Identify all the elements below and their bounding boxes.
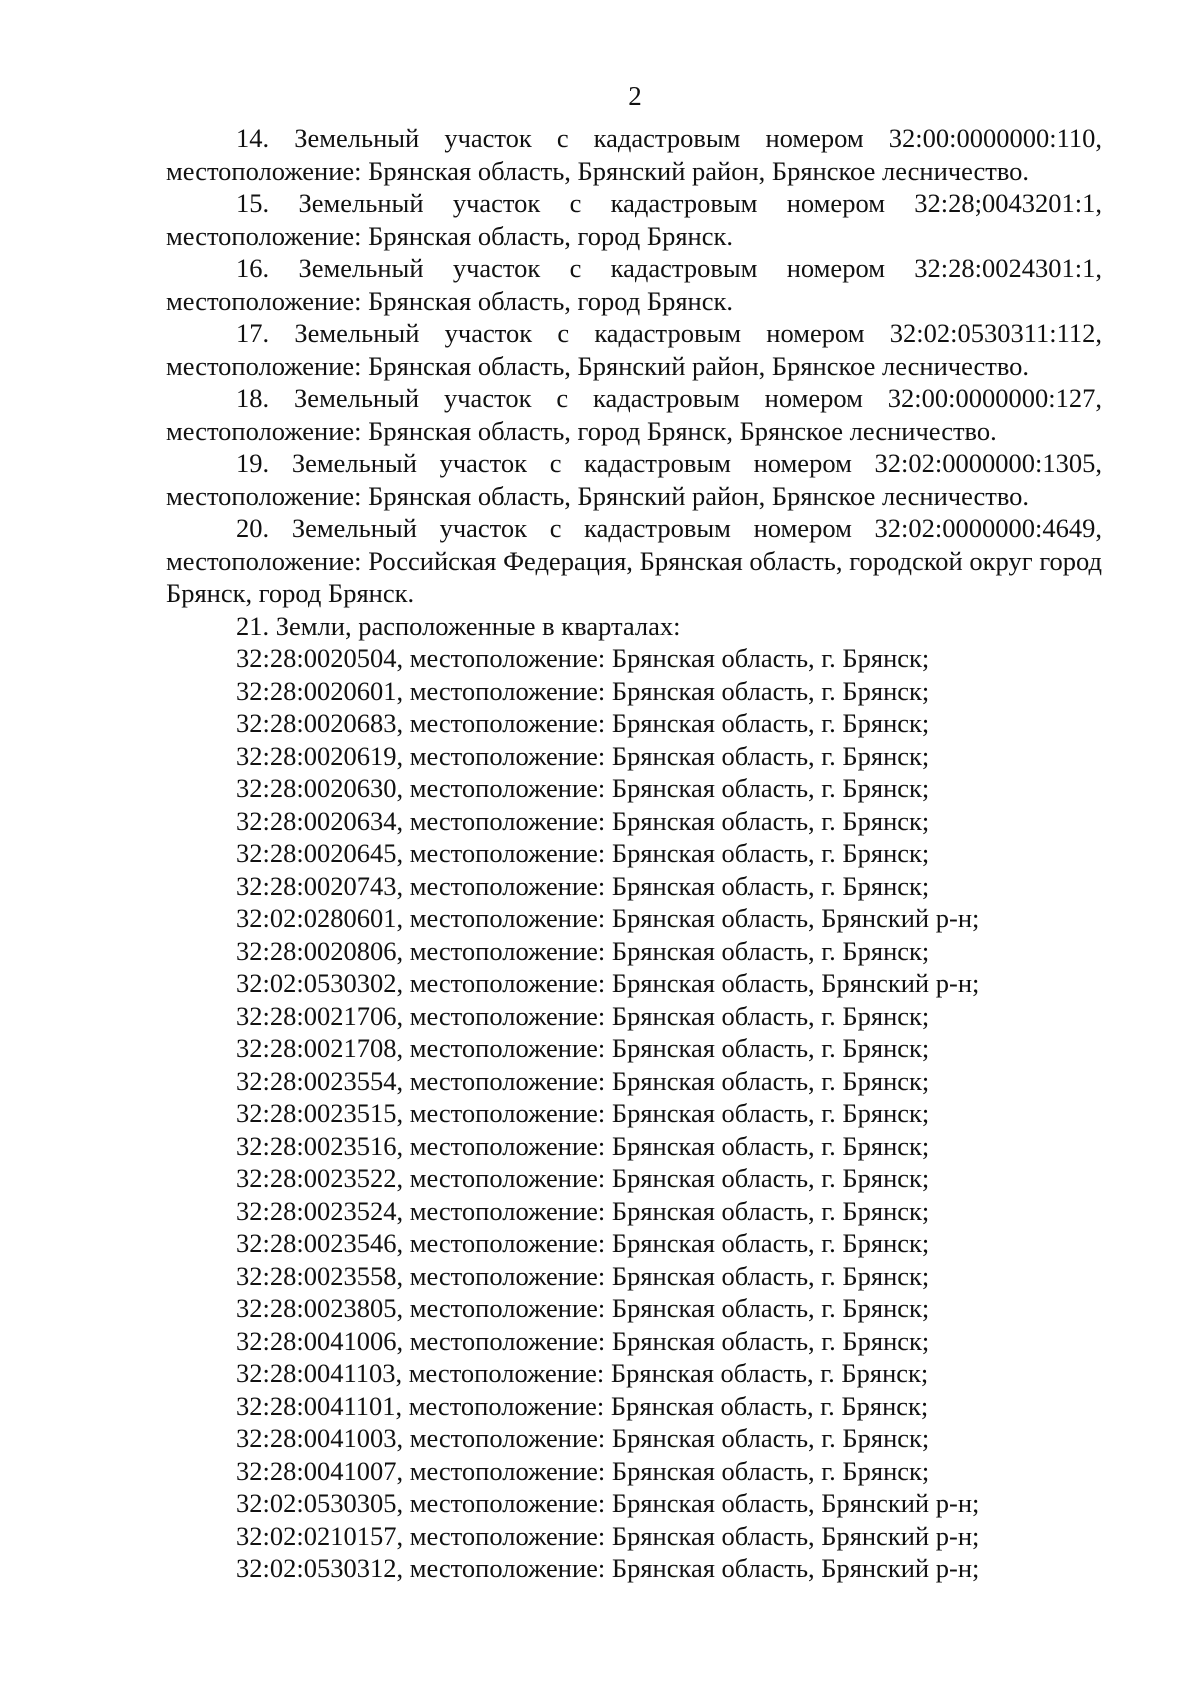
quarter-list-item: 32:28:0041003, местоположение: Брянская область, г. Брянск; — [236, 1423, 930, 1453]
document-body — [166, 122, 1102, 1585]
item-16 — [166, 252, 1102, 317]
quarter-list — [166, 642, 1102, 1585]
item-20-location: местоположение: Российская Федерация, Брянская область, городской округ город Брянск, город Брянск. — [166, 545, 1102, 608]
item-19 — [166, 447, 1102, 512]
item-14-location: местоположение: Брянская область, Брянский район, Брянское лесничество. — [166, 155, 1030, 186]
item-17 — [166, 317, 1102, 382]
quarter-list-item: 32:28:0041007, местоположение: Брянская область, г. Брянск; — [236, 1455, 930, 1486]
item-15-first-line: 15. Земельный участок с кадастровым номером 32:28;0043201:1, — [236, 188, 1102, 218]
page-number: 2 — [628, 81, 642, 111]
item-15-location: местоположение: Брянская область, город Брянск. — [166, 220, 733, 251]
quarter-list-item: 32:28:0023522, местоположение: Брянская область, г. Брянск; — [236, 1163, 930, 1193]
quarter-list-item: 32:28:0023515, местоположение: Брянская область, г. Брянск; — [236, 1098, 930, 1128]
item-18-first-line: 18. Земельный участок с кадастровым номером 32:00:0000000:127, — [236, 383, 1102, 413]
quarter-list-item: 32:28:0020645, местоположение: Брянская область, г. Брянск; — [236, 838, 930, 868]
quarter-list-item: 32:28:0020630, местоположение: Брянская область, г. Брянск; — [236, 773, 930, 803]
item-20 — [166, 512, 1102, 610]
quarter-list-item: 32:28:0041101, местоположение: Брянская область, г. Брянск; — [236, 1390, 929, 1421]
quarter-list-item: 32:28:0020683, местоположение: Брянская область, г. Брянск; — [236, 708, 930, 738]
item-21-heading: 21. Земли, расположенные в кварталах: — [236, 610, 681, 641]
item-19-location: местоположение: Брянская область, Брянский район, Брянское лесничество. — [166, 480, 1030, 511]
quarter-list-item: 32:28:0020504, местоположение: Брянская область, г. Брянск; — [236, 643, 930, 673]
quarter-list-item: 32:28:0023524, местоположение: Брянская область, г. Брянск; — [236, 1195, 930, 1226]
item-19-first-line: 19. Земельный участок с кадастровым номером 32:02:0000000:1305, — [236, 448, 1102, 478]
quarter-list-item: 32:02:0530302, местоположение: Брянская область, Брянский р-н; — [236, 968, 980, 998]
quarter-list-item: 32:28:0021706, местоположение: Брянская область, г. Брянск; — [236, 1000, 930, 1031]
quarter-list-item: 32:28:0020601, местоположение: Брянская область, г. Брянск; — [236, 675, 930, 706]
quarter-list-item: 32:28:0041006, местоположение: Брянская область, г. Брянск; — [236, 1325, 930, 1356]
item-14 — [166, 122, 1102, 187]
quarter-list-item: 32:28:0020619, местоположение: Брянская область, г. Брянск; — [236, 740, 930, 771]
quarter-list-item: 32:02:0280601, местоположение: Брянская область, Брянский р-н; — [236, 903, 980, 933]
quarter-list-item: 32:28:0023558, местоположение: Брянская область, г. Брянск; — [236, 1260, 930, 1291]
item-15 — [166, 187, 1102, 252]
item-16-location: местоположение: Брянская область, город Брянск. — [166, 285, 733, 316]
item-14-first-line: 14. Земельный участок с кадастровым номером 32:00:0000000:110, — [236, 123, 1102, 153]
quarter-list-item: 32:28:0023805, местоположение: Брянская область, г. Брянск; — [236, 1293, 930, 1323]
quarter-list-item: 32:28:0020634, местоположение: Брянская область, г. Брянск; — [236, 805, 930, 836]
item-18-location: местоположение: Брянская область, город Брянск, Брянское лесничество. — [166, 415, 997, 446]
quarter-list-item: 32:28:0023546, местоположение: Брянская область, г. Брянск; — [236, 1228, 930, 1258]
quarter-list-item: 32:28:0020743, местоположение: Брянская область, г. Брянск; — [236, 870, 930, 901]
quarter-list-item: 32:28:0023516, местоположение: Брянская область, г. Брянск; — [236, 1130, 930, 1161]
item-16-first-line: 16. Земельный участок с кадастровым номером 32:28:0024301:1, — [236, 253, 1102, 283]
item-17-first-line: 17. Земельный участок с кадастровым номером 32:02:0530311:112, — [236, 318, 1102, 348]
quarter-list-item: 32:02:0210157, местоположение: Брянская область, Брянский р-н; — [236, 1520, 980, 1551]
quarter-list-item: 32:28:0020806, местоположение: Брянская область, г. Брянск; — [236, 935, 930, 966]
quarter-list-item: 32:28:0021708, местоположение: Брянская область, г. Брянск; — [236, 1033, 930, 1063]
quarter-list-item: 32:28:0041103, местоположение: Брянская область, г. Брянск; — [236, 1358, 929, 1388]
quarter-list-item: 32:02:0530312, местоположение: Брянская область, Брянский р-н; — [236, 1553, 980, 1583]
item-20-first-line: 20. Земельный участок с кадастровым номером 32:02:0000000:4649, — [236, 513, 1102, 543]
item-17-location: местоположение: Брянская область, Брянский район, Брянское лесничество. — [166, 350, 1030, 381]
item-18 — [166, 382, 1102, 447]
quarter-list-item: 32:02:0530305, местоположение: Брянская область, Брянский р-н; — [236, 1488, 980, 1518]
quarter-list-item: 32:28:0023554, местоположение: Брянская область, г. Брянск; — [236, 1065, 930, 1096]
